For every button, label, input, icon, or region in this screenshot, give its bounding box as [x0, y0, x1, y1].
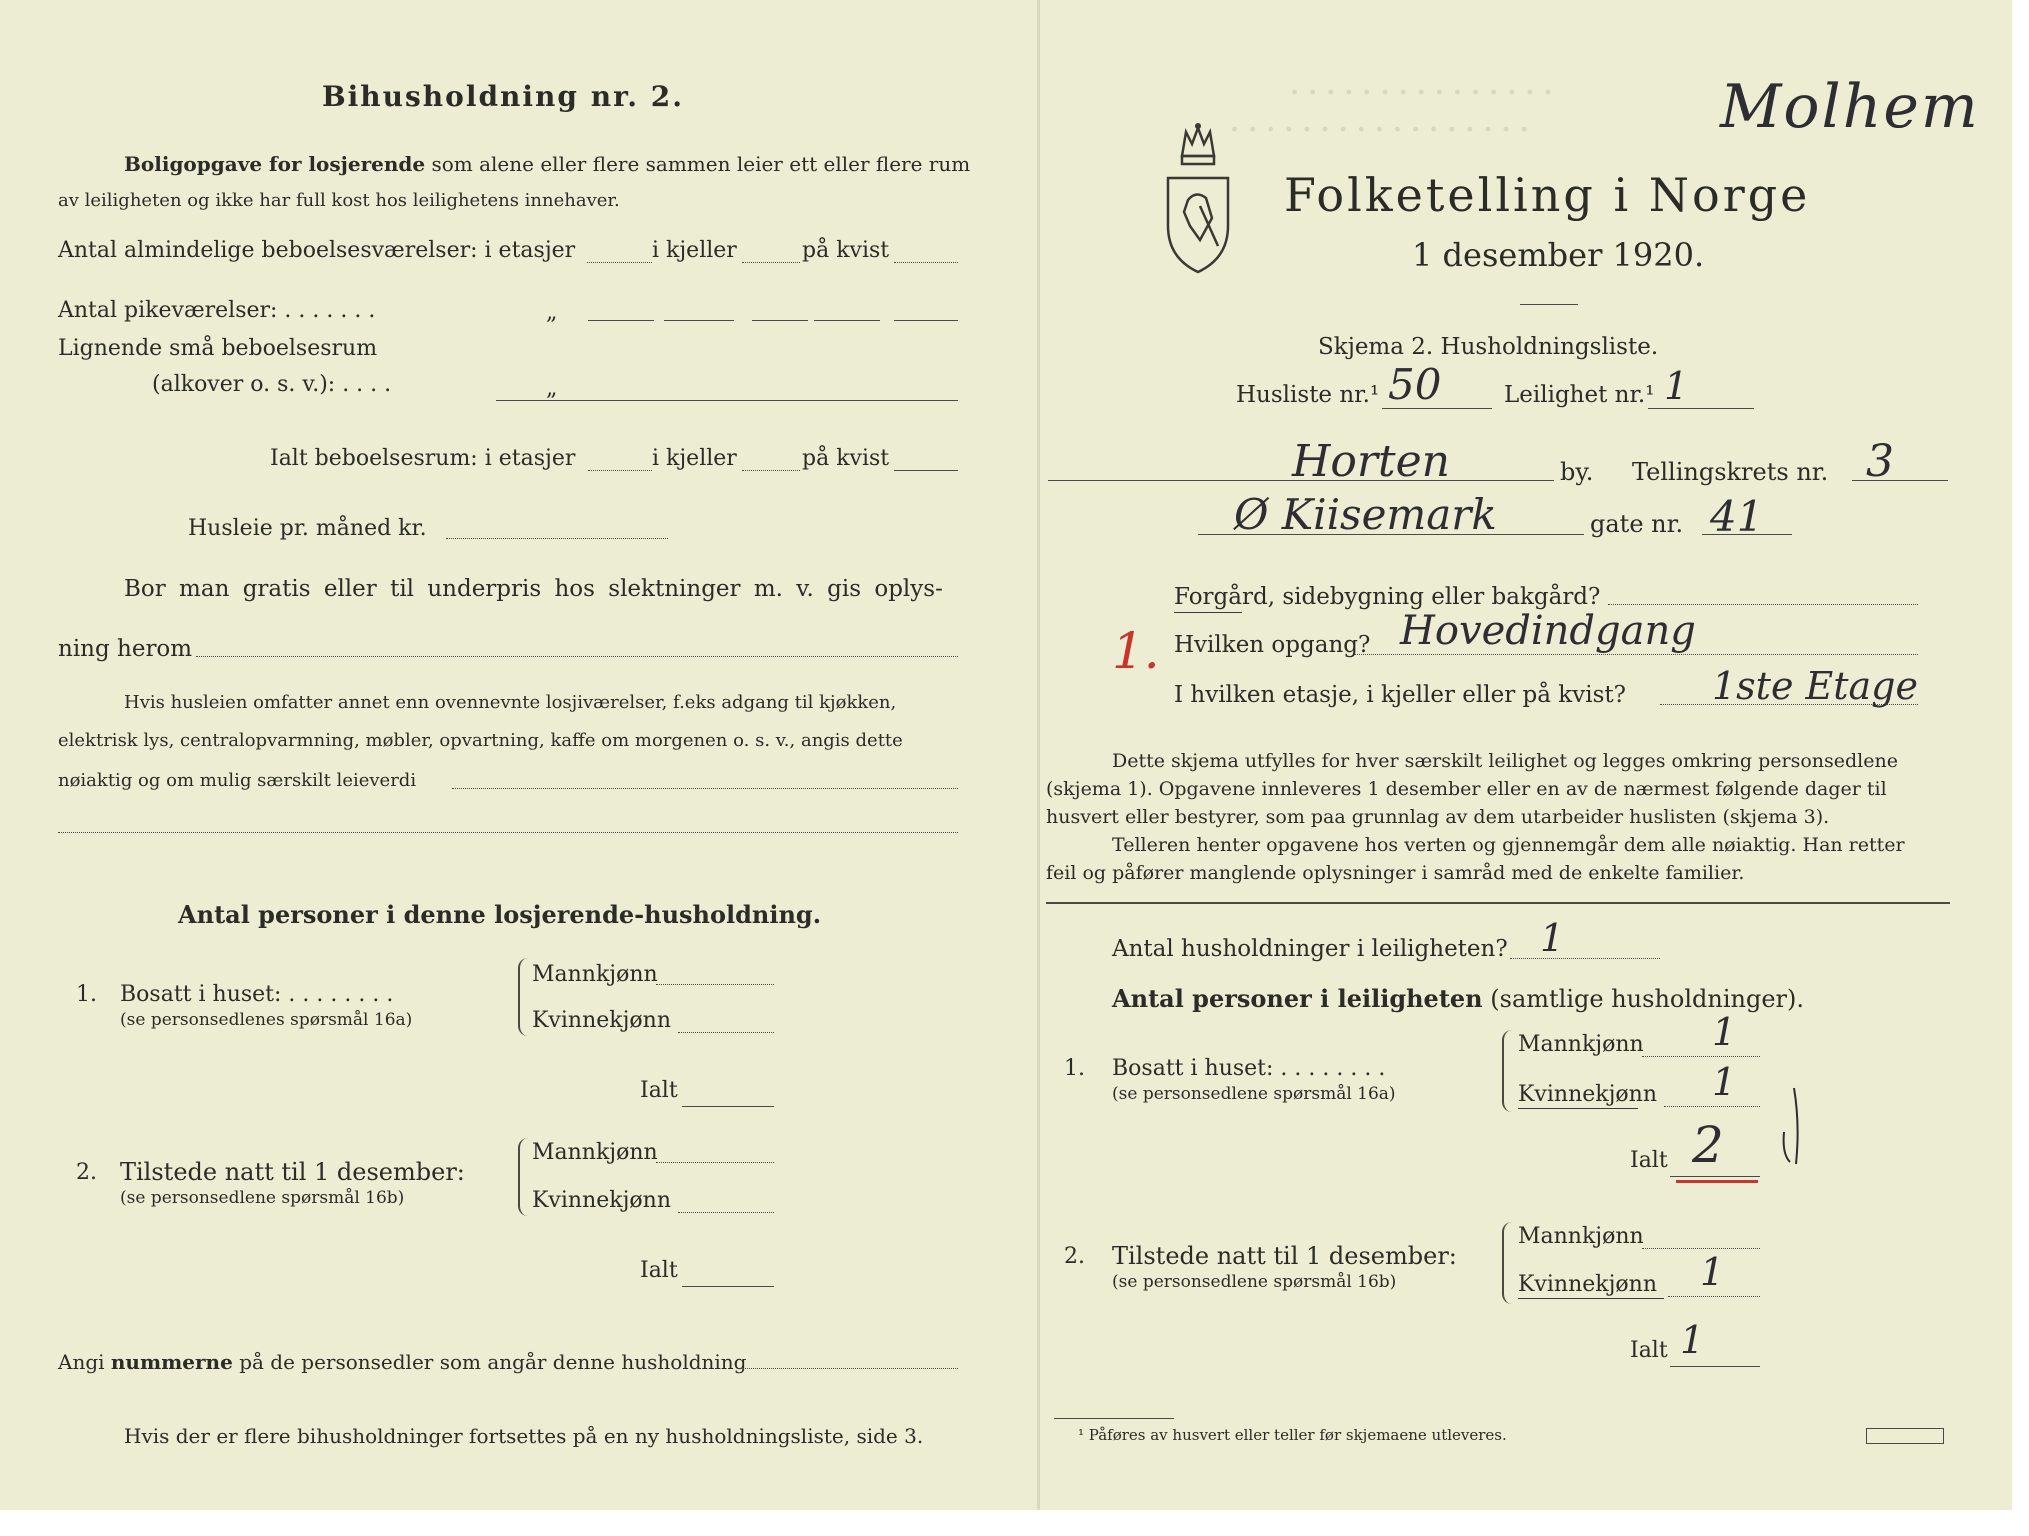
hvis-line-2: elektrisk lys, centralopvarmning, møbler, opvartning, kaffe om morgenen o. s. v., angis dette [58, 730, 903, 751]
red-underline-mark [1676, 1180, 1758, 1183]
printer-stamp [1866, 1428, 1944, 1444]
left-q2-kvinne: Kvinnekjønn [532, 1188, 671, 1213]
left-intro [124, 152, 970, 176]
ialt-kvist-field [894, 470, 958, 471]
form-date: 1 desember 1920. [1412, 236, 1705, 274]
left-q2-mann-field [656, 1162, 774, 1163]
left-q1-mann: Mannkjønn [532, 962, 658, 987]
right-q2-sub: (se personsedlene spørsmål 16b) [1112, 1272, 1397, 1292]
right-persons-heading [1112, 984, 1804, 1013]
leilighet-field [1648, 408, 1754, 409]
lignende-label-2: (alkover o. s. v.): . . . . [152, 372, 392, 397]
left-q2-brace [518, 1138, 532, 1216]
tellingskrets-label: Tellingskrets nr. [1632, 458, 1829, 486]
left-q2-sub: (se personsedlene spørsmål 16b) [120, 1188, 405, 1208]
right-q2-num: 2. [1064, 1244, 1085, 1269]
tally-check-mark [1780, 1084, 1810, 1168]
ialt-etasjer-field [588, 470, 652, 471]
right-q1-kvinne-underline [1518, 1108, 1638, 1109]
right-q1-kvinne: Kvinnekjønn [1518, 1082, 1657, 1107]
right-q1-num: 1. [1064, 1056, 1085, 1081]
left-q1-brace [518, 958, 532, 1036]
instruction-2: (skjema 1). Opgavene innleveres 1 desember eller en av de nærmest følgende dager til [1046, 778, 1887, 800]
right-q2-ialt: Ialt [1630, 1338, 1668, 1363]
ialt-rooms-label: Ialt beboelsesrum: i etasjer [270, 446, 576, 471]
forgard-underline [1174, 612, 1242, 613]
etasje-label: I hvilken etasje, i kjeller eller på kvist? [1174, 682, 1626, 708]
left-q1-label: Bosatt i huset: . . . . . . . . [120, 982, 394, 1007]
angi-field [738, 1368, 958, 1369]
pike-field-1 [588, 320, 654, 321]
right-q2-ialt-value: 1 [1680, 1318, 1705, 1362]
form-title: Folketelling i Norge [1284, 168, 1811, 222]
instruction-1: Dette skjema utfylles for hver særskilt leilighet og legges omkring personsedlene [1112, 750, 1898, 772]
husleie-label: Husleie pr. måned kr. [188, 516, 427, 541]
street-value: Ø Kiisemark [1234, 490, 1497, 539]
right-persons-rest: (samtlige husholdninger). [1490, 985, 1805, 1013]
right-q1-brace [1502, 1030, 1516, 1112]
leilighet-label: Leilighet nr.¹ [1504, 382, 1655, 408]
right-q1-ialt-value: 2 [1692, 1116, 1724, 1174]
tellingskrets-value: 3 [1866, 436, 1894, 487]
left-persons-heading: Antal personer i denne losjerende-husholdning. [178, 900, 822, 929]
hvis-line-3: nøiaktig og om mulig særskilt leieverdi [58, 770, 417, 791]
bor-field [196, 656, 958, 657]
right-persons-bold: Antal personer i leiligheten [1112, 984, 1483, 1013]
right-q1-label: Bosatt i huset: . . . . . . . . [1112, 1056, 1386, 1081]
right-q2-mann-field [1642, 1248, 1760, 1249]
right-q1-mann-field [1642, 1056, 1760, 1057]
angi-post: på de personsedler som angår denne husholdning [239, 1350, 747, 1374]
section-divider [1046, 902, 1950, 904]
title-rule [1520, 304, 1578, 305]
right-q2-kvinne-field [1668, 1296, 1760, 1297]
households-label: Antal husholdninger i leiligheten? [1112, 936, 1508, 962]
right-q1-sub: (se personsedlene spørsmål 16a) [1112, 1084, 1396, 1104]
right-q2-kvinne-value: 1 [1700, 1250, 1725, 1294]
by-label: by. [1560, 458, 1594, 486]
pike-field-5 [894, 320, 958, 321]
pike-label: Antal pikeværelser: . . . . . . . [58, 298, 376, 323]
husleie-field [446, 538, 668, 539]
right-q2-kvinne: Kvinnekjønn [1518, 1272, 1657, 1297]
red-pencil-mark: 1. [1112, 622, 1160, 680]
lignende-field [496, 400, 958, 401]
left-q1-sub: (se personsedlenes spørsmål 16a) [120, 1010, 413, 1030]
page-fold [1037, 0, 1040, 1510]
leilighet-value: 1 [1664, 364, 1689, 408]
right-q2-brace [1502, 1222, 1516, 1304]
right-q2-label: Tilstede natt til 1 desember: [1112, 1242, 1457, 1270]
right-q1-kvinne-field [1664, 1106, 1760, 1107]
pike-field-2 [664, 320, 734, 321]
husliste-value: 50 [1388, 360, 1442, 409]
instruction-4: Telleren henter opgavene hos verten og gjennemgår dem alle nøiaktig. Han retter [1112, 834, 1905, 856]
rooms-i-kjeller: i kjeller [652, 238, 737, 263]
lignende-label-1: Lignende små beboelsesrum [58, 336, 378, 361]
left-q1-ialt: Ialt [640, 1078, 678, 1103]
rooms-kvist-field [894, 262, 958, 263]
left-q2-num: 2. [76, 1160, 97, 1185]
rooms-label: Antal almindelige beboelsesværelser: i etasjer [58, 238, 576, 263]
left-intro-line2: av leiligheten og ikke har full kost hos leilighetens innehaver. [58, 190, 620, 211]
right-q1-kvinne-value: 1 [1712, 1060, 1737, 1104]
hvis-field-1 [452, 788, 958, 789]
right-q1-mann: Mannkjønn [1518, 1032, 1644, 1057]
right-q2-ialt-field [1670, 1366, 1760, 1367]
angi-bold: nummerne [110, 1350, 233, 1374]
left-q1-kvinne-field [678, 1032, 774, 1033]
left-q1-ialt-field [682, 1106, 774, 1107]
left-footer: Hvis der er flere bihusholdninger fortsettes på en ny husholdningsliste, side 3. [124, 1424, 924, 1448]
opgang-field [1354, 654, 1918, 655]
instruction-5: feil og påfører manglende oplysninger i samråd med de enkelte familier. [1046, 862, 1745, 884]
coat-of-arms-icon [1160, 122, 1236, 274]
angi-pre: Angi [58, 1350, 105, 1374]
left-intro-bold: Boligopgave for losjerende [124, 152, 426, 176]
schema-label: Skjema 2. Husholdningsliste. [1318, 334, 1659, 360]
pike-field-4 [814, 320, 880, 321]
right-q1-ialt-field [1670, 1176, 1760, 1177]
left-q2-mann: Mannkjønn [532, 1140, 658, 1165]
town-value: Horten [1292, 436, 1450, 487]
right-q1-ialt: Ialt [1630, 1148, 1668, 1173]
households-field [1510, 958, 1660, 959]
gate-label: gate nr. [1590, 510, 1684, 538]
left-q2-kvinne-field [678, 1212, 774, 1213]
left-intro-rest: som alene eller flere sammen leier ett eller flere rum [431, 152, 971, 176]
pike-field-3 [752, 320, 808, 321]
rooms-paa-kvist: på kvist [802, 238, 890, 263]
left-q1-num: 1. [76, 982, 97, 1007]
rooms-kjeller-field [742, 262, 800, 263]
opgang-label: Hvilken opgang? [1174, 632, 1371, 658]
lignende-quote: „ [546, 376, 558, 401]
left-q2-ialt: Ialt [640, 1258, 678, 1283]
gate-nr-value: 41 [1710, 492, 1764, 541]
footnote-rule [1054, 1418, 1174, 1419]
etasje-value: 1ste Etage [1712, 664, 1918, 708]
ialt-paa-kvist: på kvist [802, 446, 890, 471]
left-q2-ialt-field [682, 1286, 774, 1287]
bor-line-1: Bor man gratis eller til underpris hos slektninger m. v. gis oplys- [124, 576, 943, 602]
pike-quote: „ [546, 300, 558, 325]
rooms-etasjer-field [587, 262, 652, 263]
forgard-label: Forgård, sidebygning eller bakgård? [1174, 584, 1601, 610]
bor-line-2: ning herom [58, 636, 193, 662]
households-value: 1 [1540, 916, 1565, 960]
hvis-field-2 [58, 832, 958, 833]
husliste-label: Husliste nr.¹ [1236, 382, 1380, 408]
instruction-3: husvert eller bestyrer, som paa grunnlag av dem utarbeider huslisten (skjema 3). [1046, 806, 1830, 828]
right-q1-mann-value: 1 [1712, 1010, 1737, 1054]
ialt-i-kjeller: i kjeller [652, 446, 737, 471]
bleed-through: · · · · · · · · · · · · · · · [1290, 78, 1553, 108]
right-q2-mann: Mannkjønn [1518, 1224, 1644, 1249]
ialt-kjeller-field [742, 470, 800, 471]
footnote: ¹ Påføres av husvert eller teller før skjemaene utleveres. [1078, 1426, 1507, 1444]
left-q1-kvinne: Kvinnekjønn [532, 1008, 671, 1033]
left-q2-label: Tilstede natt til 1 desember: [120, 1158, 465, 1186]
forgard-field [1608, 604, 1918, 605]
hvis-line-1: Hvis husleien omfatter annet enn ovennevnte losjiværelser, f.eks adgang til kjøkken, [124, 692, 897, 713]
right-q2-kvinne-underline [1518, 1298, 1664, 1299]
opgang-value: Hovedindgang [1400, 608, 1696, 654]
left-heading: Bihusholdning nr. 2. [322, 80, 684, 113]
bleed-through: · · · · · · · · · · · · · · · · · [1230, 115, 1529, 145]
left-q1-mann-field [656, 984, 774, 985]
top-handwritten-name: Molhem [1720, 72, 1980, 142]
angi-line [58, 1350, 746, 1374]
